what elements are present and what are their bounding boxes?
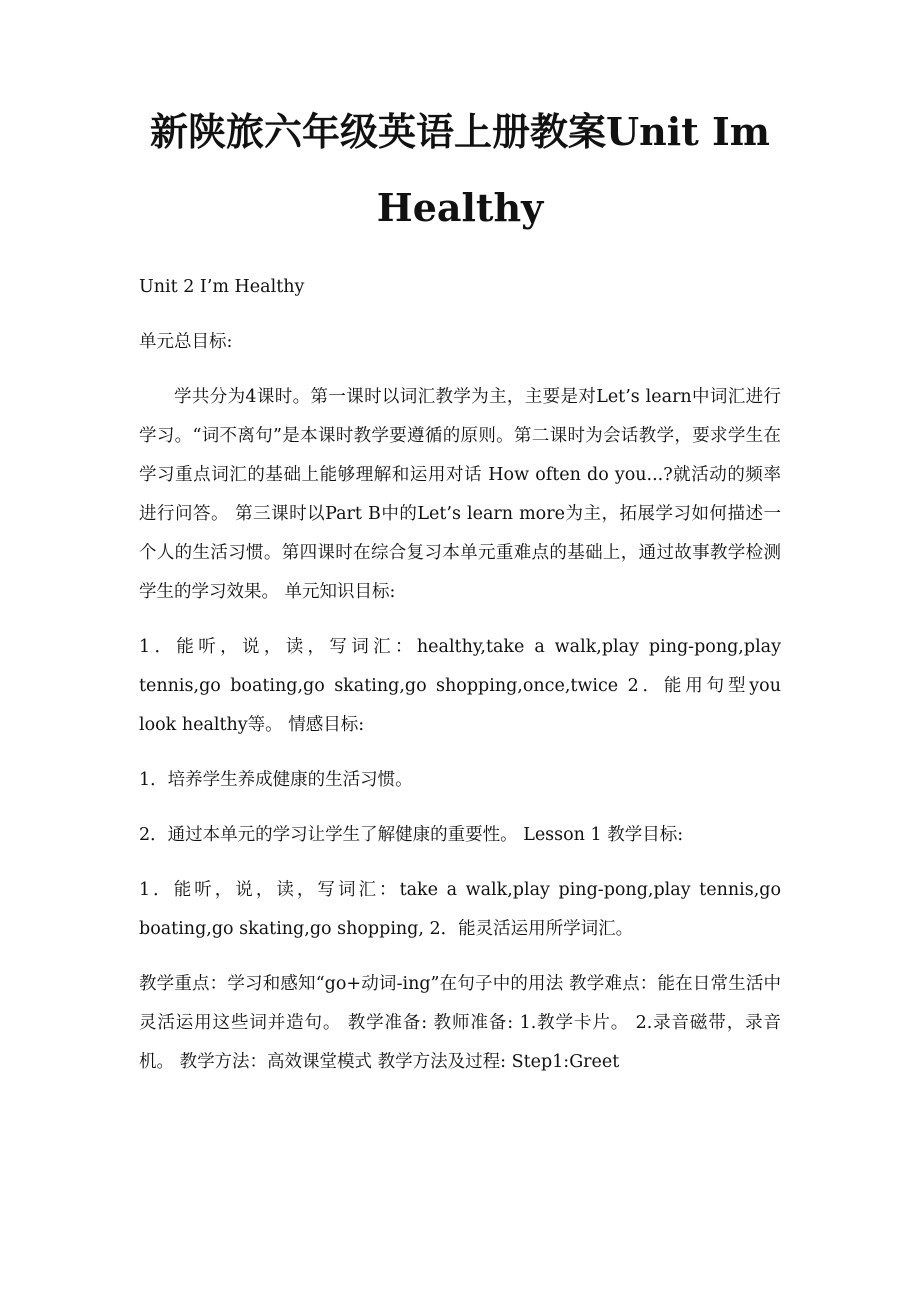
lesson1-goal-1: 1．能听，说，读，写词汇：take a walk,play ping-pong,play tennis,go boating,go skating,go shopping, 2．能灵活运用所学词汇。	[139, 880, 781, 939]
knowledge-goal-1: 1．能听，说，读，写词汇：healthy,take a walk,play ping-pong,play tennis,go boating,go skating,go shopping,once,twice 2．能用句型you look healthy等。 情感目标:	[139, 637, 781, 735]
emotion-goal-1: 1．培养学生养成健康的生活习惯。	[139, 770, 413, 790]
document-body	[139, 268, 781, 1098]
teaching-focus-paragraph: 教学重点：学习和感知“go+动词-ing”在句子中的用法 教学难点：能在日常生活中灵活运用这些词并造句。 教学准备: 教师准备: 1.教学卡片。 2.录音磁带，录音机。 教学方法：高效课堂模式 教学方法及过程: Step1:Greet	[139, 974, 781, 1072]
document-title-line-1: 新陕旅六年级英语上册教案Unit Im	[150, 109, 770, 154]
unit-goal-heading: 单元总目标:	[139, 332, 233, 352]
unit-overview-paragraph: 学共分为4课时。第一课时以词汇教学为主，主要是对Let’s learn中词汇进行学习。“词不离句”是本课时教学要遵循的原则。第二课时为会话教学，要求学生在学习重点词汇的基础上能够理解和运用对话 How often do you...?就活动的频率进行问答。 第三课时以Part B中的Let’s learn more为主，拓展学习如何描述一个人的生活习惯。第四课时在综合复习本单元重难点的基础上，通过故事教学检测学生的学习效果。 单元知识目标:	[139, 387, 781, 602]
unit-heading: Unit 2 I’m Healthy	[139, 277, 305, 297]
emotion-goal-2: 2．通过本单元的学习让学生了解健康的重要性。 Lesson 1 教学目标:	[139, 825, 684, 845]
document-title-line-2: Healthy	[376, 185, 544, 230]
